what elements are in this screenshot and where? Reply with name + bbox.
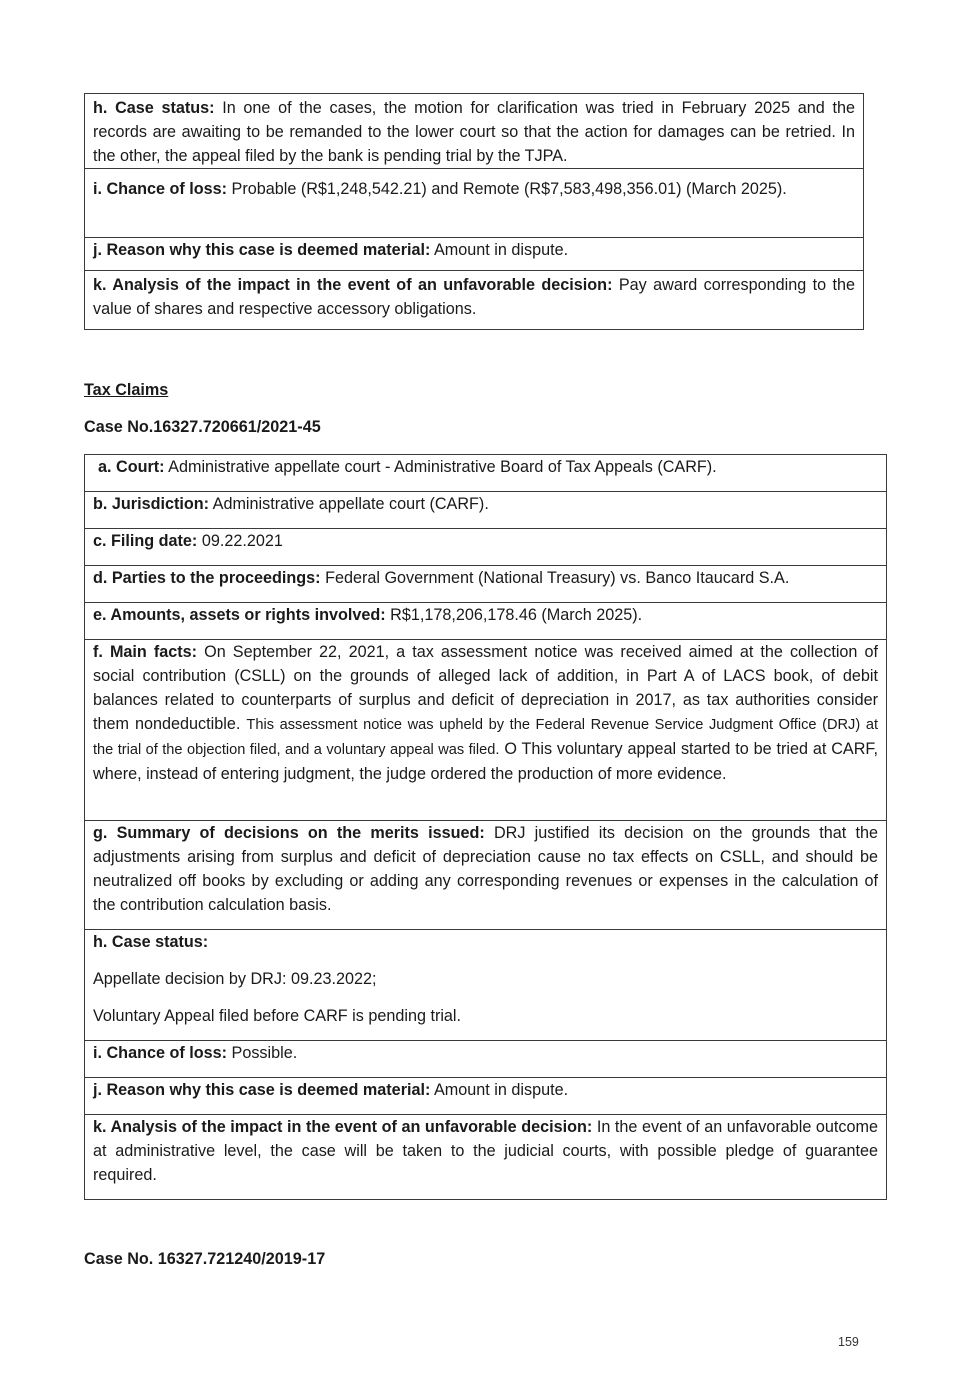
court-cell: [85, 455, 887, 492]
field-value: Administrative appellate court - Administrative Board of Tax Appeals (CARF).: [168, 458, 717, 476]
chance-of-loss-cell: [85, 1041, 887, 1078]
field-value: DRJ justified its decision on the grounds that the adjustments arising from surplus and deficit of depreciation cause no tax effects on CSLL, and should be neutralized off books by excluding or adding any corresponding revenues or expenses in the calculation of the contribution calculation basis.: [93, 824, 878, 914]
field-label: b. Jurisdiction:: [93, 495, 210, 513]
field-value: Administrative appellate court (CARF).: [212, 495, 489, 513]
field-value: In the event of an unfavorable outcome at administrative level, the case will be taken to the judicial courts, with possible pledge of guarantee required.: [93, 1118, 878, 1184]
field-value: Pay award corresponding to the value of shares and respective accessory obligations.: [93, 276, 856, 318]
table-row: [85, 94, 864, 169]
field-label: d. Parties to the proceedings:: [93, 569, 321, 587]
field-label: i. Chance of loss:: [93, 1044, 228, 1062]
table-row: [85, 1041, 887, 1078]
impact-analysis-cell: [85, 1115, 887, 1200]
field-value: Amount in dispute.: [434, 1081, 569, 1099]
field-label: k. Analysis of the impact in the event of an unfavorable decision:: [93, 1118, 593, 1136]
field-value: Federal Government (National Treasury) vs. Banco Itaucard S.A.: [325, 569, 790, 587]
table-row: [85, 271, 864, 330]
table-row: [85, 603, 887, 640]
field-value: Voluntary Appeal filed before CARF is pending trial.: [93, 1007, 462, 1025]
field-label: c. Filing date:: [93, 532, 198, 550]
section-heading-tax-claims: Tax Claims: [84, 381, 169, 399]
field-value: R$1,178,206,178.46 (March 2025).: [390, 606, 643, 624]
decisions-summary-cell: [85, 821, 887, 930]
case-details-table-continued: [84, 93, 864, 330]
table-row: [85, 566, 887, 603]
materiality-cell: [85, 1078, 887, 1115]
case-details-table: [84, 454, 887, 1200]
field-value: Possible.: [231, 1044, 298, 1062]
table-row: [85, 455, 887, 492]
materiality-cell: [85, 238, 864, 271]
field-value: Appellate decision by DRJ: 09.23.2022;: [93, 970, 377, 988]
table-row: [85, 169, 864, 238]
field-value: O This voluntary appeal started to be tried at CARF, where, instead of entering judgment, the judge ordered the production of more evidence.: [93, 740, 879, 783]
amounts-cell: [85, 603, 887, 640]
jurisdiction-cell: [85, 492, 887, 529]
table-row: [85, 238, 864, 271]
table-row: [85, 640, 887, 821]
filing-date-cell: [85, 529, 887, 566]
table-row: [85, 1078, 887, 1115]
field-value: On September 22, 2021, a tax assessment notice was received aimed at the collection of social contribution (CSLL) on the grounds of alleged lack of addition, in Part A of LACS book, of debit balances related to counterparts of surplus and deficit of depreciation in 2017, as tax authorities consider them nondeductible.: [93, 643, 879, 733]
table-row: [85, 821, 887, 930]
field-label: i. Chance of loss:: [93, 180, 228, 198]
field-value: Amount in dispute.: [434, 241, 569, 259]
field-label: j. Reason why this case is deemed material:: [93, 1081, 431, 1099]
impact-analysis-cell: [85, 271, 864, 330]
case-status-cell: [85, 930, 887, 1041]
field-label: e. Amounts, assets or rights involved:: [93, 606, 386, 624]
field-value: Probable (R$1,248,542.21) and Remote (R$7,583,498,356.01) (March 2025).: [231, 180, 787, 198]
field-label: h. Case status:: [93, 99, 215, 117]
case-number-heading: Case No. 16327.721240/2019-17: [84, 1250, 326, 1268]
table-row: [85, 529, 887, 566]
table-row: [85, 492, 887, 529]
main-facts-cell: [85, 640, 887, 821]
parties-cell: [85, 566, 887, 603]
case-number-heading: Case No.16327.720661/2021-45: [84, 418, 321, 436]
field-label: j. Reason why this case is deemed material:: [93, 241, 431, 259]
case-status-cell: [85, 94, 864, 169]
chance-of-loss-cell: [85, 169, 864, 238]
field-label: f. Main facts:: [93, 643, 198, 661]
table-row: [85, 930, 887, 1041]
field-label: g. Summary of decisions on the merits issued:: [93, 824, 485, 842]
table-row: [85, 1115, 887, 1200]
field-value: 09.22.2021: [201, 532, 283, 550]
field-label: k. Analysis of the impact in the event of an unfavorable decision:: [93, 276, 613, 294]
field-label: h. Case status:: [93, 933, 209, 951]
field-value: This assessment notice was upheld by the Federal Revenue Service Judgment Office (DRJ) at the trial of the objection filed, and a voluntary appeal was filed.: [93, 717, 879, 758]
page-number: 159: [838, 1335, 859, 1349]
field-value: In one of the cases, the motion for clarification was tried in February 2025 and the records are awaiting to be remanded to the lower court so that the action for damages can be retried. In the other, the appeal filed by the bank is pending trial by the TJPA.: [93, 99, 855, 165]
field-label: a. Court:: [98, 458, 165, 476]
